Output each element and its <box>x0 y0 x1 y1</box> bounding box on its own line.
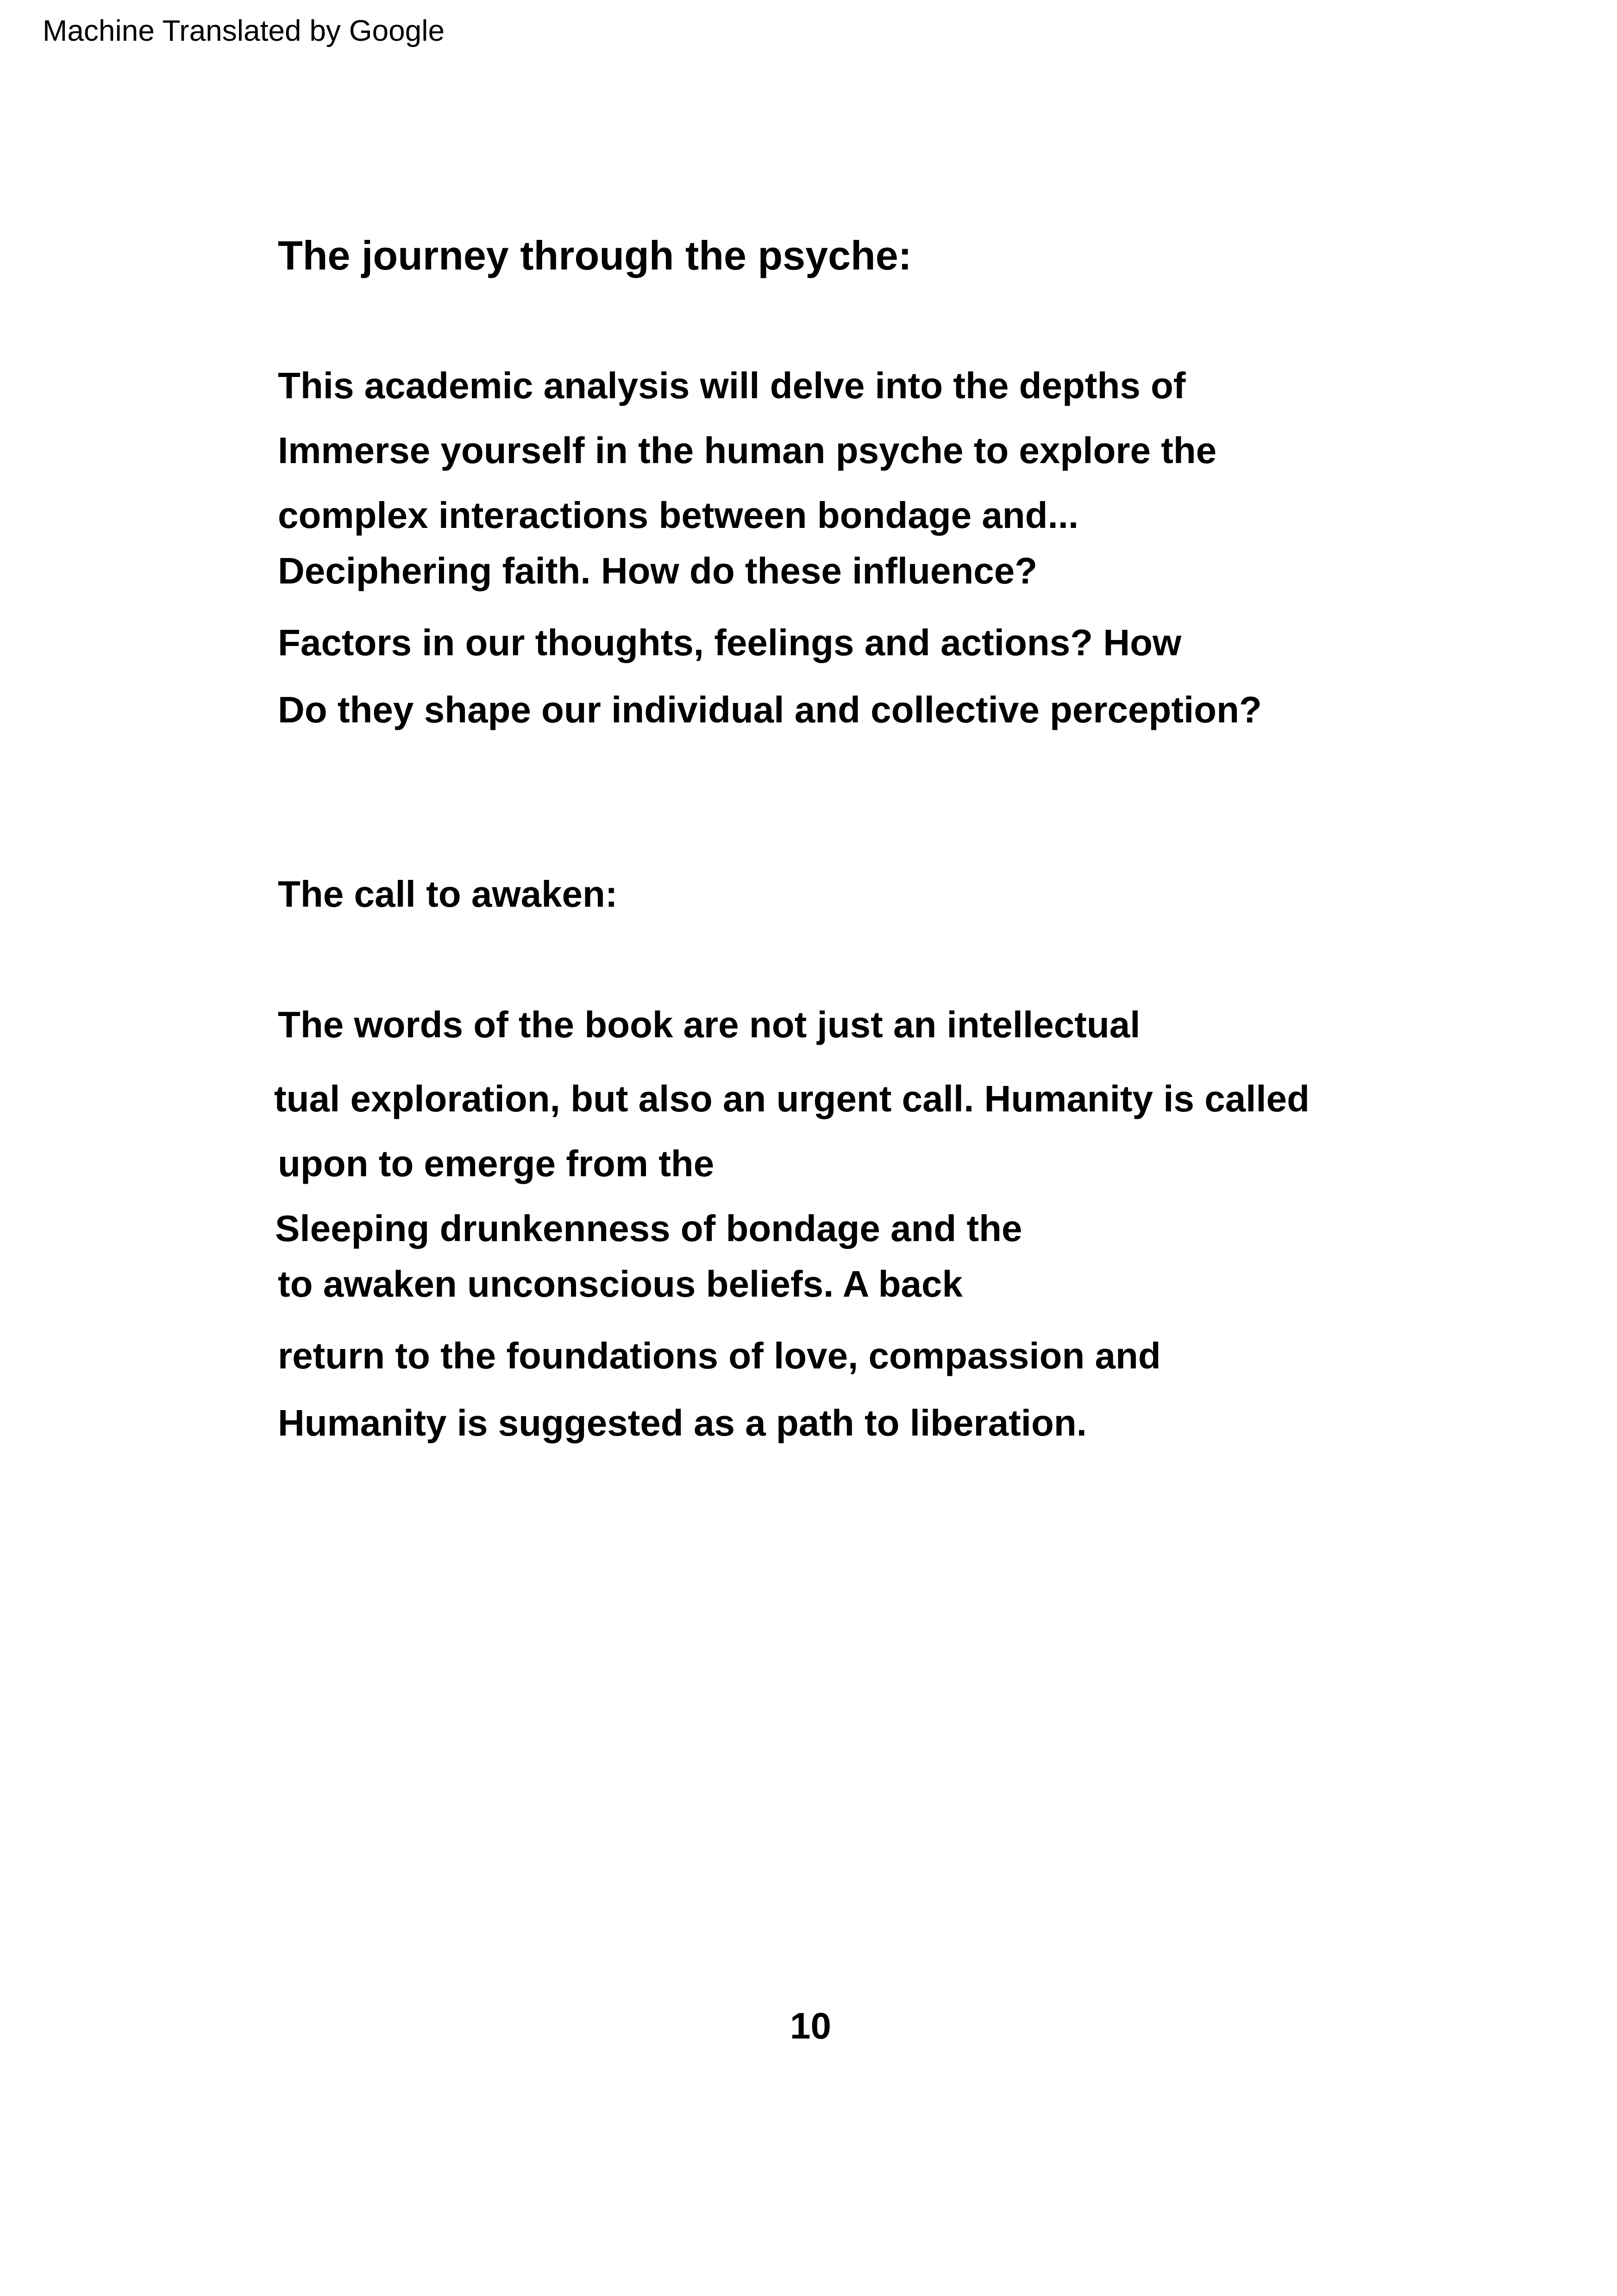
body-line: Deciphering faith. How do these influence? <box>278 550 1038 591</box>
body-line: Immerse yourself in the human psyche to explore the <box>278 430 1217 471</box>
body-line: upon to emerge from the <box>278 1143 714 1184</box>
body-line: tual exploration, but also an urgent call. Humanity is called <box>274 1078 1310 1119</box>
section-heading: The journey through the psyche: <box>278 232 912 278</box>
body-line: This academic analysis will delve into the depths of <box>278 365 1186 406</box>
body-line: return to the foundations of love, compassion and <box>278 1335 1161 1376</box>
body-line: to awaken unconscious beliefs. A back <box>278 1263 963 1305</box>
body-line: Sleeping drunkenness of bondage and the <box>275 1208 1022 1249</box>
body-line: Humanity is suggested as a path to liberation. <box>278 1402 1087 1443</box>
section-heading: The call to awaken: <box>278 873 618 915</box>
body-line: Do they shape our individual and collective perception? <box>278 689 1262 730</box>
body-line: complex interactions between bondage and... <box>278 495 1079 536</box>
machine-translation-banner: Machine Translated by Google <box>43 14 445 47</box>
body-line: The words of the book are not just an intellectual <box>278 1004 1141 1045</box>
page-number: 10 <box>790 2005 831 2046</box>
body-line: Factors in our thoughts, feelings and actions? How <box>278 622 1182 663</box>
